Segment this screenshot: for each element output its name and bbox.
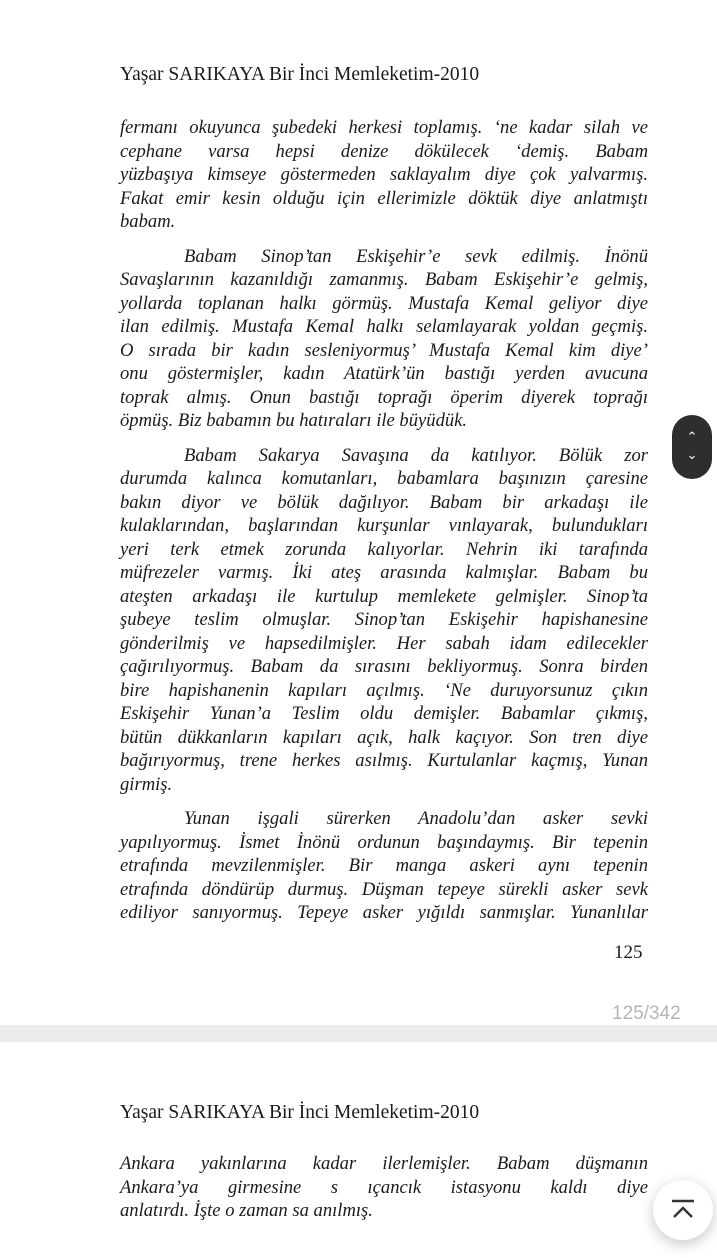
paragraph [120, 116, 648, 234]
text-line: Eskişehir Yunan’a Teslim oldu demişler. Babamlar çıkmış, [120, 703, 648, 724]
text-line: bakın diyor ve bölük dağılıyor. Babam bir arkadaşı ile [120, 491, 648, 513]
text-line: öpmüş. Biz babamın bu hatıraları ile büyüdük. [120, 410, 468, 431]
page-body-text [120, 1152, 648, 1223]
running-header: Yaşar SARIKAYA Bir İnci Memleketim-2010 [120, 64, 480, 85]
text-line: Savaşlarının kazanıldığı zamanmış. Babam Eskişehir’e gelmiş, [120, 269, 648, 290]
fast-scroll-handle[interactable] [672, 415, 712, 479]
text-line: gönderilmiş ve hapsedilmişler. Her sabah idam edilecekler [120, 632, 648, 654]
pdf-page-126 [0, 1042, 717, 1258]
text-line: fermanı okuyunca şubedeki herkesi toplamış. ‘ne kadar silah ve [120, 117, 648, 138]
page-body-text [120, 116, 648, 936]
text-line: bağırıyormuş, trene herkes asılmış. Kurtulanlar kaçmış, Yunan [120, 750, 648, 771]
text-line: çağırılıyormuş. Babam da sırasını bekliyormuş. Sonra birden [120, 656, 648, 677]
text-line: Babam Sakarya Savaşına da katılıyor. Bölük zor [184, 444, 648, 466]
text-line: yüzbaşıya kimseye göstermeden saklayalım diye çok yalvarmış. [120, 164, 648, 185]
text-line: girmiş. [120, 773, 173, 795]
text-line: etrafında mevzilenmişler. Bir manga askeri aynı tepenin [120, 855, 648, 876]
text-line: yeri terk etmek zorunda kalıyorlar. Nehrin iki tarafında [120, 538, 648, 560]
text-line: bire hapishanenin kapıları açılmış. ‘Ne duruyorsunuz çıkın [120, 679, 648, 701]
chevron-up-icon[interactable]: ⌃ [686, 430, 698, 445]
text-line: anlatırdı. İşte o zaman sa anılmış. [120, 1200, 373, 1221]
text-line: onu göstermişler, kadın Atatürk’ün bastığı yerden avucuna [120, 363, 648, 384]
paragraph [120, 245, 648, 433]
page-counter: 125/342 [612, 1003, 681, 1024]
text-line: toprak almış. Onun bastığı toprağı öperim diyerek toprağı [120, 386, 648, 408]
text-line: kulaklarından, başlarından kurşunlar vınlayarak, bulundukları [120, 515, 648, 536]
text-line: ediliyor sanıyormuş. Tepeye asker yığıldı sanmışlar. Yunanlılar [120, 902, 648, 923]
text-line: bütün dükkanların kapıları açık, halk kaçıyor. Son tren diye [120, 726, 648, 748]
running-header: Yaşar SARIKAYA Bir İnci Memleketim-2010 [120, 1102, 480, 1123]
text-line: Fakat emir kesin olduğu için ellerimizle döktük diye anlatmıştı [120, 187, 648, 209]
text-line: Babam Sinop’tan Eskişehir’e sevk edilmiş. İnönü [184, 245, 648, 267]
text-line: Ankara yakınlarına kadar ilerlemişler. Babam düşmanın [120, 1153, 648, 1174]
scroll-to-top-button[interactable] [653, 1180, 713, 1240]
scroll-to-top-icon [668, 1197, 698, 1223]
text-line: ilan edilmiş. Mustafa Kemal halkı selamlayarak yoldan geçmiş. [120, 316, 648, 337]
text-line: babam. [120, 211, 176, 232]
text-line: müfrezeler varmış. İki ateş arasında kalmışlar. Babam bu [120, 562, 648, 583]
printed-page-number: 125 [614, 942, 643, 963]
text-line: Ankara’ya girmesine s ıçancık istasyonu kaldı diye [120, 1176, 648, 1198]
text-line: yapılıyormuş. İsmet İnönü ordunun başındaymış. Bir tepenin [120, 831, 648, 853]
text-line: durumda kalınca komutanları, babamlara başınızın çaresine [120, 468, 648, 489]
text-line: O sırada bir kadın sesleniyormuş’ Mustafa Kemal kim diye’ [120, 339, 648, 361]
text-line: ateşten arkadaşı ile kurtulup memlekete gelmişler. Sinop’ta [120, 585, 648, 607]
text-line: yollarda toplanan halkı görmüş. Mustafa Kemal geliyor diye [120, 292, 648, 314]
text-line: Yunan işgali sürerken Anadolu’dan asker sevki [184, 808, 648, 829]
paragraph [120, 444, 648, 797]
chevron-down-icon[interactable]: ⌄ [686, 448, 698, 463]
paragraph [120, 807, 648, 925]
text-line: şubeye teslim olmuşlar. Sinop’tan Eskişehir hapishanesine [120, 609, 648, 630]
text-line: cephane varsa hepsi denize dökülecek ‘demiş. Babam [120, 140, 648, 162]
text-line: etrafında döndürüp durmuş. Düşman tepeye sürekli asker sevk [120, 878, 648, 900]
